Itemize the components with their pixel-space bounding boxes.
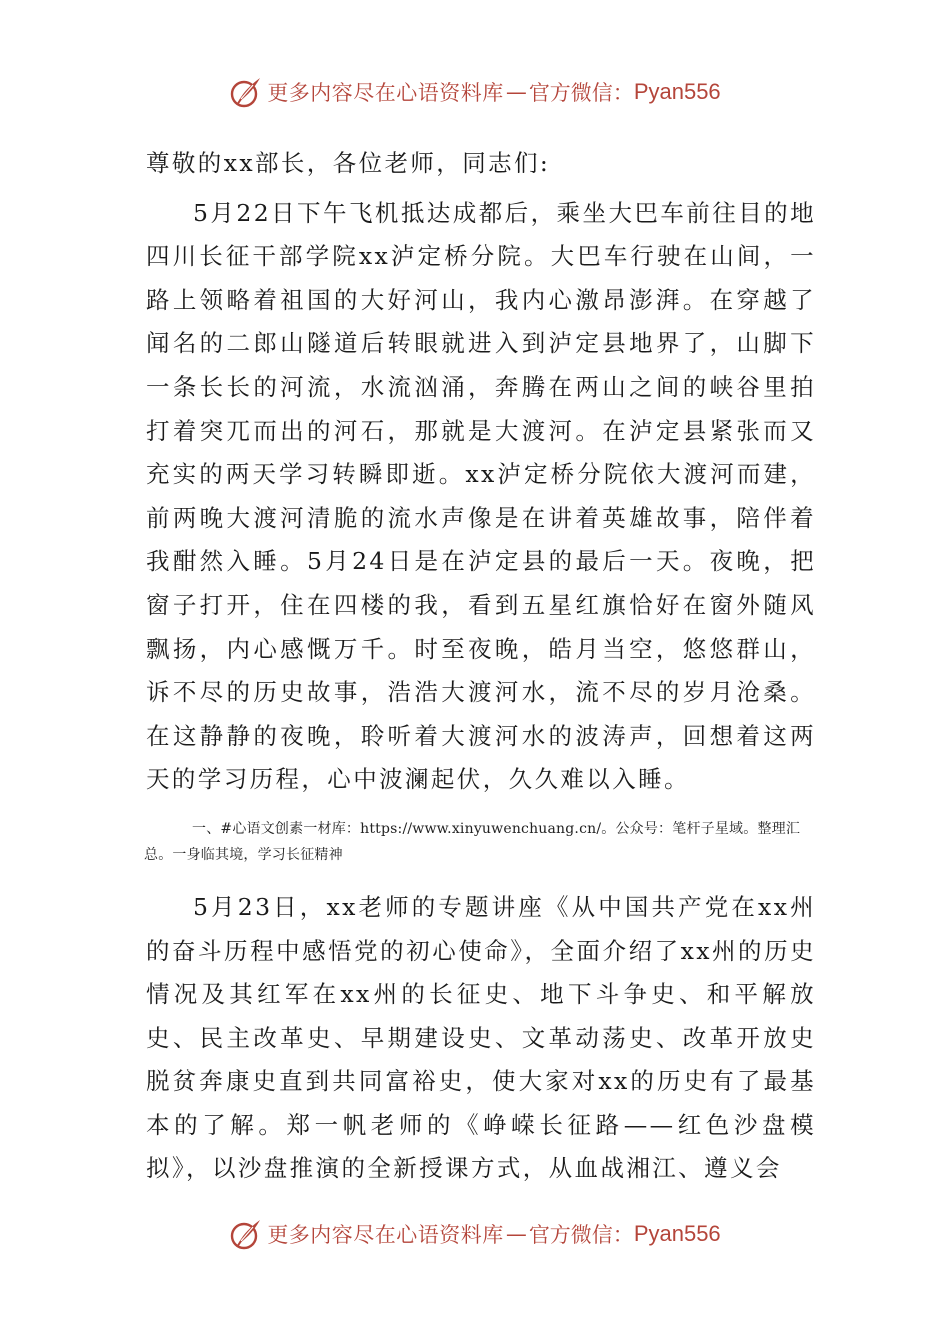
footer-wechat-label: 官方微信： xyxy=(528,1223,634,1247)
footer-slogan: 更多内容尽在心语资料库 xyxy=(267,1223,504,1247)
section-note: 一、#心语文创素一材库：https://www.xinyuwenchuang.cn/。公众号：笔杆子星域。整理汇总。一身临其境，学习长征精神 xyxy=(144,820,801,863)
footer-banner xyxy=(0,1214,950,1254)
footer-wechat-id: Pyan556 xyxy=(633,1221,721,1246)
quill-logo-icon xyxy=(229,1217,263,1251)
header-separator: — xyxy=(505,80,527,104)
paragraph-1: 5月22日下午飞机抵达成都后，乘坐大巴车前往目的地四川长征干部学院xx泸定桥分院。大巴车行驶在山间，一路上领略着祖国的大好河山，我内心激昂澎湃。在穿越了闻名的二郎山隧道后转眼就进入到泸定县地界了，山脚下一条长长的河流，水流汹涌，奔腾在两山之间的峡谷里拍打着突兀而出的河石，那就是大渡河。在泸定县紧张而又充实的两天学习转瞬即逝。xx泸定桥分院依大渡河而建，前两晚大渡河清脆的流水声像是在讲着英雄故事，陪伴着我酣然入睡。5月24日是在泸定县的最后一天。夜晚，把窗子打开，住在四楼的我，看到五星红旗恰好在窗外随风飘扬，内心感慨万千。时至夜晚，皓月当空，悠悠群山，诉不尽的历史故事，浩浩大渡河水，流不尽的岁月沧桑。在这静静的夜晚，聆听着大渡河水的波涛声，回想着这两天的学习历程，心中波澜起伏，久久难以入睡。 xyxy=(146,198,816,794)
salutation: 尊敬的xx部长，各位老师，同志们: xyxy=(146,149,551,177)
document-body xyxy=(146,142,816,1191)
quill-logo-icon xyxy=(229,75,263,109)
header-wechat-label: 官方微信： xyxy=(528,81,634,105)
footer-separator: — xyxy=(505,1222,527,1246)
header-wechat-id: Pyan556 xyxy=(633,79,721,104)
header-banner xyxy=(0,72,950,112)
header-slogan: 更多内容尽在心语资料库 xyxy=(267,81,504,105)
paragraph-2: 5月23日，xx老师的专题讲座《从中国共产党在xx州的奋斗历程中感悟党的初心使命》，全面介绍了xx州的历史情况及其红军在xx州的长征史、地下斗争史、和平解放史、民主改革史、早期建设史、文革动荡史、改革开放史脱贫奔康史直到共同富裕史，使大家对xx的历史有了最基本的了解。郑一帆老师的《峥嵘长征路——红色沙盘模拟》，以沙盘推演的全新授课方式，从血战湘江、遵义会 xyxy=(146,892,816,1183)
